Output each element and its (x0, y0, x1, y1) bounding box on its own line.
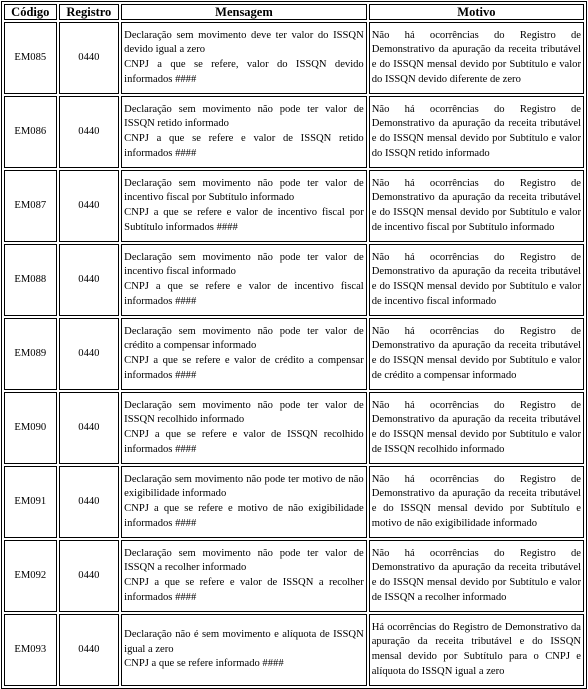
table-header-row (4, 4, 584, 20)
cell-registro: 0440 (59, 170, 120, 242)
cell-codigo: EM088 (4, 244, 57, 316)
table-row (4, 614, 584, 686)
motivo-text: Não há ocorrências do Registro de Demonstrativo da apuração da receita tributável e do ISSQN mensal devido por Subtítulo e valor do ISSQN retido informado (371, 103, 581, 159)
mensagem-text: Declaração não é sem movimento e alíquota de ISSQN igual a zero (124, 629, 364, 655)
cell-registro: 0440 (59, 540, 120, 612)
cell-motivo (369, 170, 584, 242)
table-row (4, 540, 584, 612)
motivo-text: Não há ocorrências do Registro de Demonstrativo da apuração da receita tributável e do ISSQN mensal devido por Subtítulo e motivo de não exigibilidade informado (371, 473, 581, 529)
cell-motivo (369, 392, 584, 464)
mensagem-text: Declaração sem movimento não pode ter valor de incentivo fiscal por Subtítulo informado (124, 177, 364, 204)
table-row (4, 244, 584, 316)
mensagem-text: Declaração sem movimento não pode ter valor de ISSQN recolhido informado (124, 399, 364, 426)
mensagem-text: Declaração sem movimento não pode ter valor de ISSQN retido informado (124, 103, 364, 130)
cell-mensagem (121, 466, 367, 538)
motivo-text: Há ocorrências do Registro de Demonstrativo da apuração da receita tributável e do ISSQN mensal devido por Subtítulo para o CNPJ e alíquota do ISSQN igual a zero (371, 621, 581, 677)
cell-codigo: EM090 (4, 392, 57, 464)
mensagem-detail: CNPJ a que se refere informado #### (124, 658, 284, 670)
cell-codigo: EM093 (4, 614, 57, 686)
motivo-text: Não há ocorrências do Registro de Demonstrativo da apuração da receita tributável e do ISSQN mensal devido por Subtítulo e valor de crédito a compensar informado (371, 325, 581, 381)
mensagem-text: Declaração sem movimento deve ter valor do ISSQN devido igual a zero (124, 29, 364, 56)
mensagem-text: Declaração sem movimento não pode ter valor de incentivo fiscal informado (124, 251, 364, 278)
cell-motivo (369, 614, 584, 686)
cell-motivo (369, 466, 584, 538)
cell-mensagem (121, 318, 367, 390)
motivo-text: Não há ocorrências do Registro de Demonstrativo da apuração da receita tributável e do ISSQN mensal devido por Subtítulo e valor de ISSQN recolhido informado (371, 399, 581, 455)
mensagem-detail: CNPJ a que se refere, valor do ISSQN devido informados #### (124, 59, 364, 85)
header-mensagem: Mensagem (121, 4, 367, 20)
mensagem-detail: CNPJ a que se refere e valor de incentivo fiscal por Subtítulo informados #### (124, 207, 364, 233)
cell-mensagem (121, 170, 367, 242)
cell-codigo: EM086 (4, 96, 57, 168)
table-row (4, 318, 584, 390)
cell-mensagem (121, 614, 367, 686)
cell-motivo (369, 318, 584, 390)
cell-codigo: EM085 (4, 22, 57, 94)
cell-registro: 0440 (59, 392, 120, 464)
mensagem-detail: CNPJ a que se refere e motivo de não exigibilidade informados #### (124, 503, 364, 529)
cell-codigo: EM089 (4, 318, 57, 390)
cell-mensagem (121, 392, 367, 464)
mensagem-text: Declaração sem movimento não pode ter motivo de não exigibilidade informado (124, 473, 364, 500)
motivo-text: Não há ocorrências do Registro de Demonstrativo da apuração da receita tributável e do ISSQN mensal devido por Subtítulo e valor de ISSQN a recolher informado (371, 547, 581, 603)
motivo-text: Não há ocorrências do Registro de Demonstrativo da apuração da receita tributável e do ISSQN mensal devido por Subtítulo e valor do ISSQN devido diferente de zero (371, 29, 581, 85)
cell-motivo (369, 540, 584, 612)
cell-codigo: EM087 (4, 170, 57, 242)
header-motivo: Motivo (369, 4, 584, 20)
motivo-text: Não há ocorrências do Registro de Demonstrativo da apuração da receita tributável e do ISSQN mensal devido por Subtítulo e valor de incentivo fiscal informado (371, 251, 581, 307)
cell-registro: 0440 (59, 614, 120, 686)
cell-registro: 0440 (59, 318, 120, 390)
cell-motivo (369, 244, 584, 316)
mensagem-detail: CNPJ a que se refere e valor de ISSQN a recolher informados #### (124, 577, 364, 603)
mensagem-text: Declaração sem movimento não pode ter valor de ISSQN a recolher informado (124, 547, 364, 574)
cell-registro: 0440 (59, 466, 120, 538)
cell-registro: 0440 (59, 22, 120, 94)
cell-mensagem (121, 96, 367, 168)
cell-registro: 0440 (59, 96, 120, 168)
cell-codigo: EM091 (4, 466, 57, 538)
cell-registro: 0440 (59, 244, 120, 316)
cell-motivo (369, 96, 584, 168)
error-messages-table (1, 1, 587, 689)
mensagem-detail: CNPJ a que se refere e valor de ISSQN recolhido informados #### (124, 429, 364, 455)
header-registro: Registro (59, 4, 120, 20)
mensagem-detail: CNPJ a que se refere e valor de incentivo fiscal informados #### (124, 281, 364, 307)
table-row (4, 96, 584, 168)
header-codigo: Código (4, 4, 57, 20)
table-row (4, 170, 584, 242)
mensagem-detail: CNPJ a que se refere e valor de ISSQN retido informados #### (124, 133, 364, 159)
cell-mensagem (121, 22, 367, 94)
mensagem-detail: CNPJ a que se refere e valor de crédito a compensar informados #### (124, 355, 364, 381)
cell-codigo: EM092 (4, 540, 57, 612)
table-row (4, 22, 584, 94)
cell-mensagem (121, 540, 367, 612)
mensagem-text: Declaração sem movimento não pode ter valor de crédito a compensar informado (124, 325, 364, 352)
cell-mensagem (121, 244, 367, 316)
table-row (4, 466, 584, 538)
table-row (4, 392, 584, 464)
motivo-text: Não há ocorrências do Registro de Demonstrativo da apuração da receita tributável e do ISSQN mensal devido por Subtítulo e valor de incentivo fiscal por Subtítulo informado (371, 177, 581, 233)
cell-motivo (369, 22, 584, 94)
